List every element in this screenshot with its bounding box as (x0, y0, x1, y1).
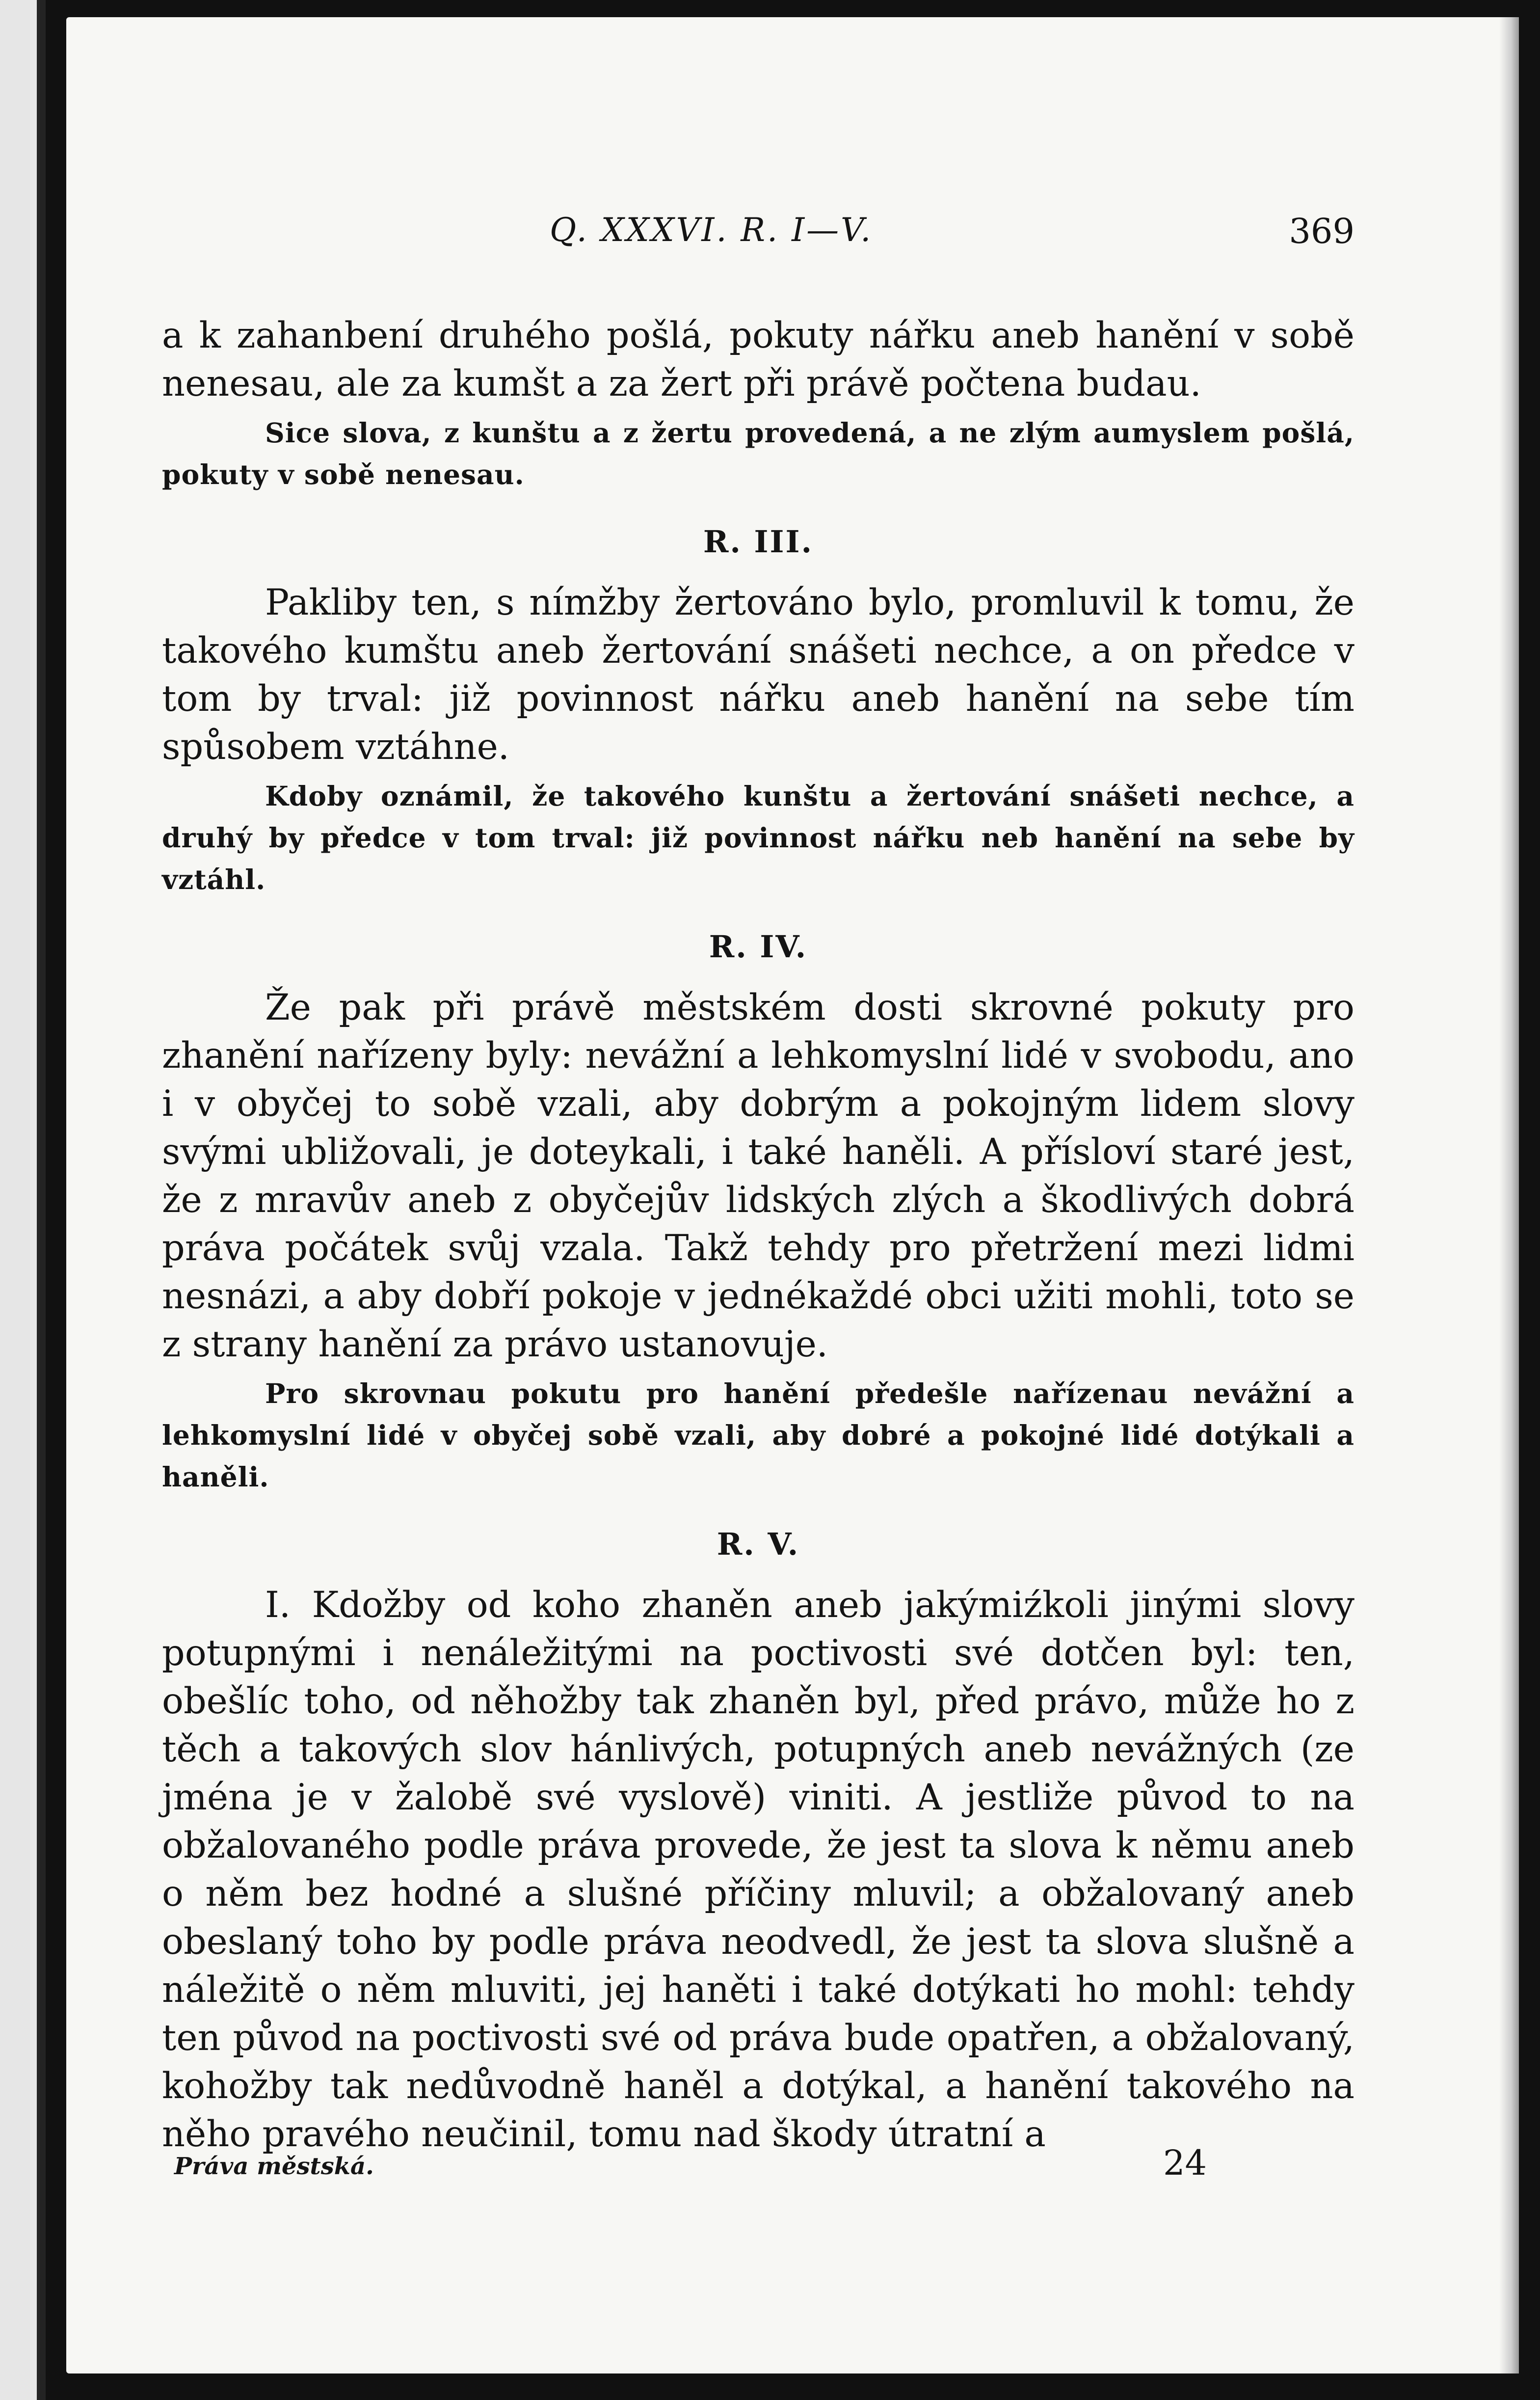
gloss-paragraph: Sice slova, z kunštu a z žertu provedená, a ne zlým aumyslem pošlá, pokuty v sobě nenesau. (162, 417, 1354, 490)
paragraph-r4: Že pak při právě městském dosti skrovné pokuty pro zhanění nařízeny byly: nevážní a lehkomyslní lidé v svobodu, ano i v obyčej to sobě vzali, aby dobrým a pokojným lidem slovy svými ubližovali, je doteykali, i také haněli. A přísloví staré jest, že z mravův aneb z obyčejův lidských zlých a škodlivých dobrá práva počátek svůj vzala. Takž tehdy pro přetržení mezi lidmi nesnázi, a aby dobří pokoje v jednékaždé obci užiti mohli, toto se z strany hanění za právo ustanovuje. (162, 987, 1354, 1365)
page-body (162, 312, 1354, 2158)
paragraph-r5: I. Kdožby od koho zhaněn aneb jakýmiźkoli jinými slovy potupnými i nenáležitými na poctivosti své dotčen byl: ten, obešlíc toho, od něhožby tak zhaněn byl, před právo, může ho z těch a takových slov hánlivých, potupných aneb nevážných (ze jména je v žalobě své vyslově) viniti. A jestliže původ to na obžalovaného podle práva provede, že jest ta slova k němu aneb o něm bez hodné a slušné příčiny mluvil; a obžalovaný aneb obeslaný toho by podle práva neodvedl, že jest ta slova slušně a náležitě o něm mluviti, jej haněti i také dotýkati ho mohl: tehdy ten původ na poctivosti své od práva bude opatřen, a obžalovaný, kohožby tak nedůvodně haněl a dotýkal, a hanění takového na něho pravého neučinil, tomu nad škody útratní a (162, 1584, 1354, 2155)
page-edge-shadow (1499, 17, 1519, 2373)
running-title: Q. XXXVI. R. I—V. (550, 211, 873, 249)
page-number: 369 (1289, 211, 1354, 251)
page-header (162, 211, 1354, 265)
facing-page-edge (0, 0, 46, 2400)
section-heading-r5: R. V. (717, 1526, 800, 1562)
gloss-paragraph-r3: Kdoby oznámil, že takového kunštu a žertování snášeti nechce, a druhý by předce v tom trval: již povinnost nářku neb hanění na sebe by vztáhl. (162, 780, 1354, 895)
signature-mark: Práva městská. (174, 2153, 374, 2180)
sheet-number: 24 (1163, 2143, 1207, 2183)
gloss-paragraph-r4: Pro skrovnau pokutu pro hanění předešle nařízenau nevážní a lehkomyslní lidé v obyčej sobě vzali, aby dobré a pokojné lidé dotýkali a haněli. (162, 1377, 1354, 1493)
section-heading-r3: R. III. (703, 524, 814, 560)
paragraph-r3: Pakliby ten, s nímžby žertováno bylo, promluvil k tomu, že takového kumštu aneb žertování snášeti nechce, a on předce v tom by trval: již povinnost nářku aneb hanění na sebe tím spůsobem vztáhne. (162, 582, 1354, 768)
section-heading-r4: R. IV. (709, 929, 808, 965)
paragraph-continuation: a k zahanbení druhého pošlá, pokuty nářku aneb hanění v sobě nenesau, ale za kumšt a za žert při právě počtena budau. (162, 315, 1354, 404)
page-footer (162, 2143, 1354, 2192)
book-page (66, 17, 1519, 2373)
